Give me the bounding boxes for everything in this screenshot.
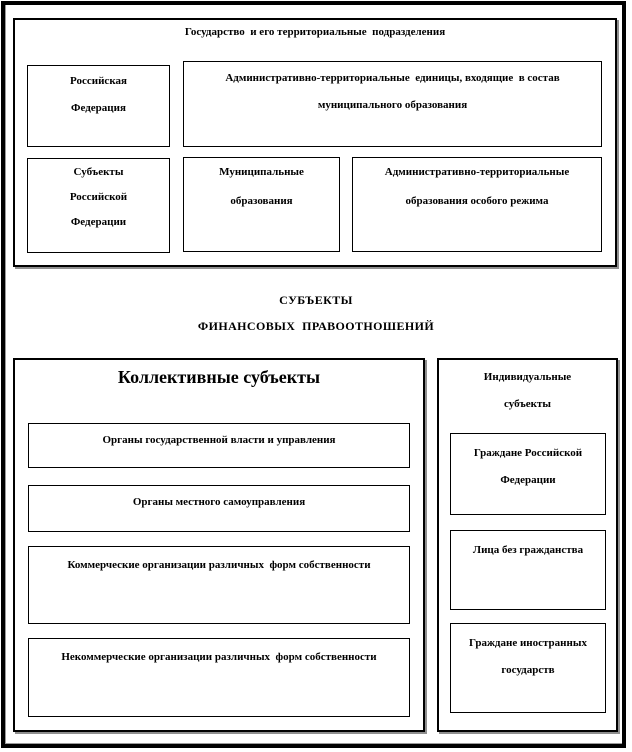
individual-subjects-title	[437, 364, 618, 418]
box-citizens-rf-line1: Граждане Российской	[473, 447, 583, 459]
box-russian-federation	[27, 65, 170, 147]
box-foreign-citizens	[450, 623, 606, 713]
box-commercial-organizations	[28, 546, 410, 624]
box-state-authority-bodies-text: Органы государственной власти и управления	[102, 434, 336, 446]
box-noncommercial-organizations	[28, 638, 410, 717]
box-admin-territorial-units	[183, 61, 602, 147]
box-noncommercial-organizations-text: Некоммерческие организации различных форм собственности	[61, 651, 377, 663]
box-local-self-government-text: Органы местного самоуправления	[132, 496, 306, 508]
box-municipal-formations	[183, 157, 340, 252]
box-subjects-rf-line3: Федерации	[70, 216, 127, 228]
box-state-authority-bodies	[28, 423, 410, 468]
box-foreign-citizens-line1: Граждане иностранных	[469, 637, 587, 649]
box-admin-territorial-units-line2: муниципального образования	[317, 99, 468, 111]
box-stateless-persons-line1: Лица без гражданства	[472, 544, 584, 556]
box-commercial-organizations-text: Коммерческие организации различных форм собственности	[67, 559, 371, 571]
main-heading-line2: ФИНАНСОВЫХ ПРАВООТНОШЕНИЙ	[197, 319, 435, 333]
box-russian-federation-line2: Федерация	[71, 102, 126, 114]
box-admin-special-regime	[352, 157, 602, 252]
box-subjects-rf	[27, 158, 170, 253]
box-russian-federation-line1: Российская	[70, 75, 127, 87]
box-municipal-formations-line1: Муниципальные	[219, 166, 304, 178]
box-stateless-persons	[450, 530, 606, 610]
box-local-self-government	[28, 485, 410, 532]
collective-subjects-title: Коллективные субъекты	[117, 367, 321, 387]
individual-subjects-title-line2: субъекты	[504, 398, 551, 410]
individual-subjects-title-line1: Индивидуальные	[483, 371, 572, 383]
box-admin-special-regime-line1: Административно-территориальные	[384, 166, 570, 178]
box-subjects-rf-line1: Субъекты	[73, 166, 124, 178]
main-heading	[0, 287, 632, 339]
box-admin-special-regime-line2: образования особого режима	[405, 195, 549, 207]
box-municipal-formations-line2: образования	[230, 195, 293, 207]
box-citizens-rf	[450, 433, 606, 515]
box-citizens-rf-line2: Федерации	[500, 474, 556, 486]
box-subjects-rf-line2: Российской	[69, 191, 128, 203]
state-section-title: Государство и его территориальные подразделения	[184, 26, 446, 38]
box-admin-territorial-units-line1: Административно-территориальные единицы, входящие в состав	[225, 72, 560, 84]
box-foreign-citizens-line2: государств	[501, 664, 555, 676]
main-heading-line1: СУБЪЕКТЫ	[279, 293, 353, 307]
